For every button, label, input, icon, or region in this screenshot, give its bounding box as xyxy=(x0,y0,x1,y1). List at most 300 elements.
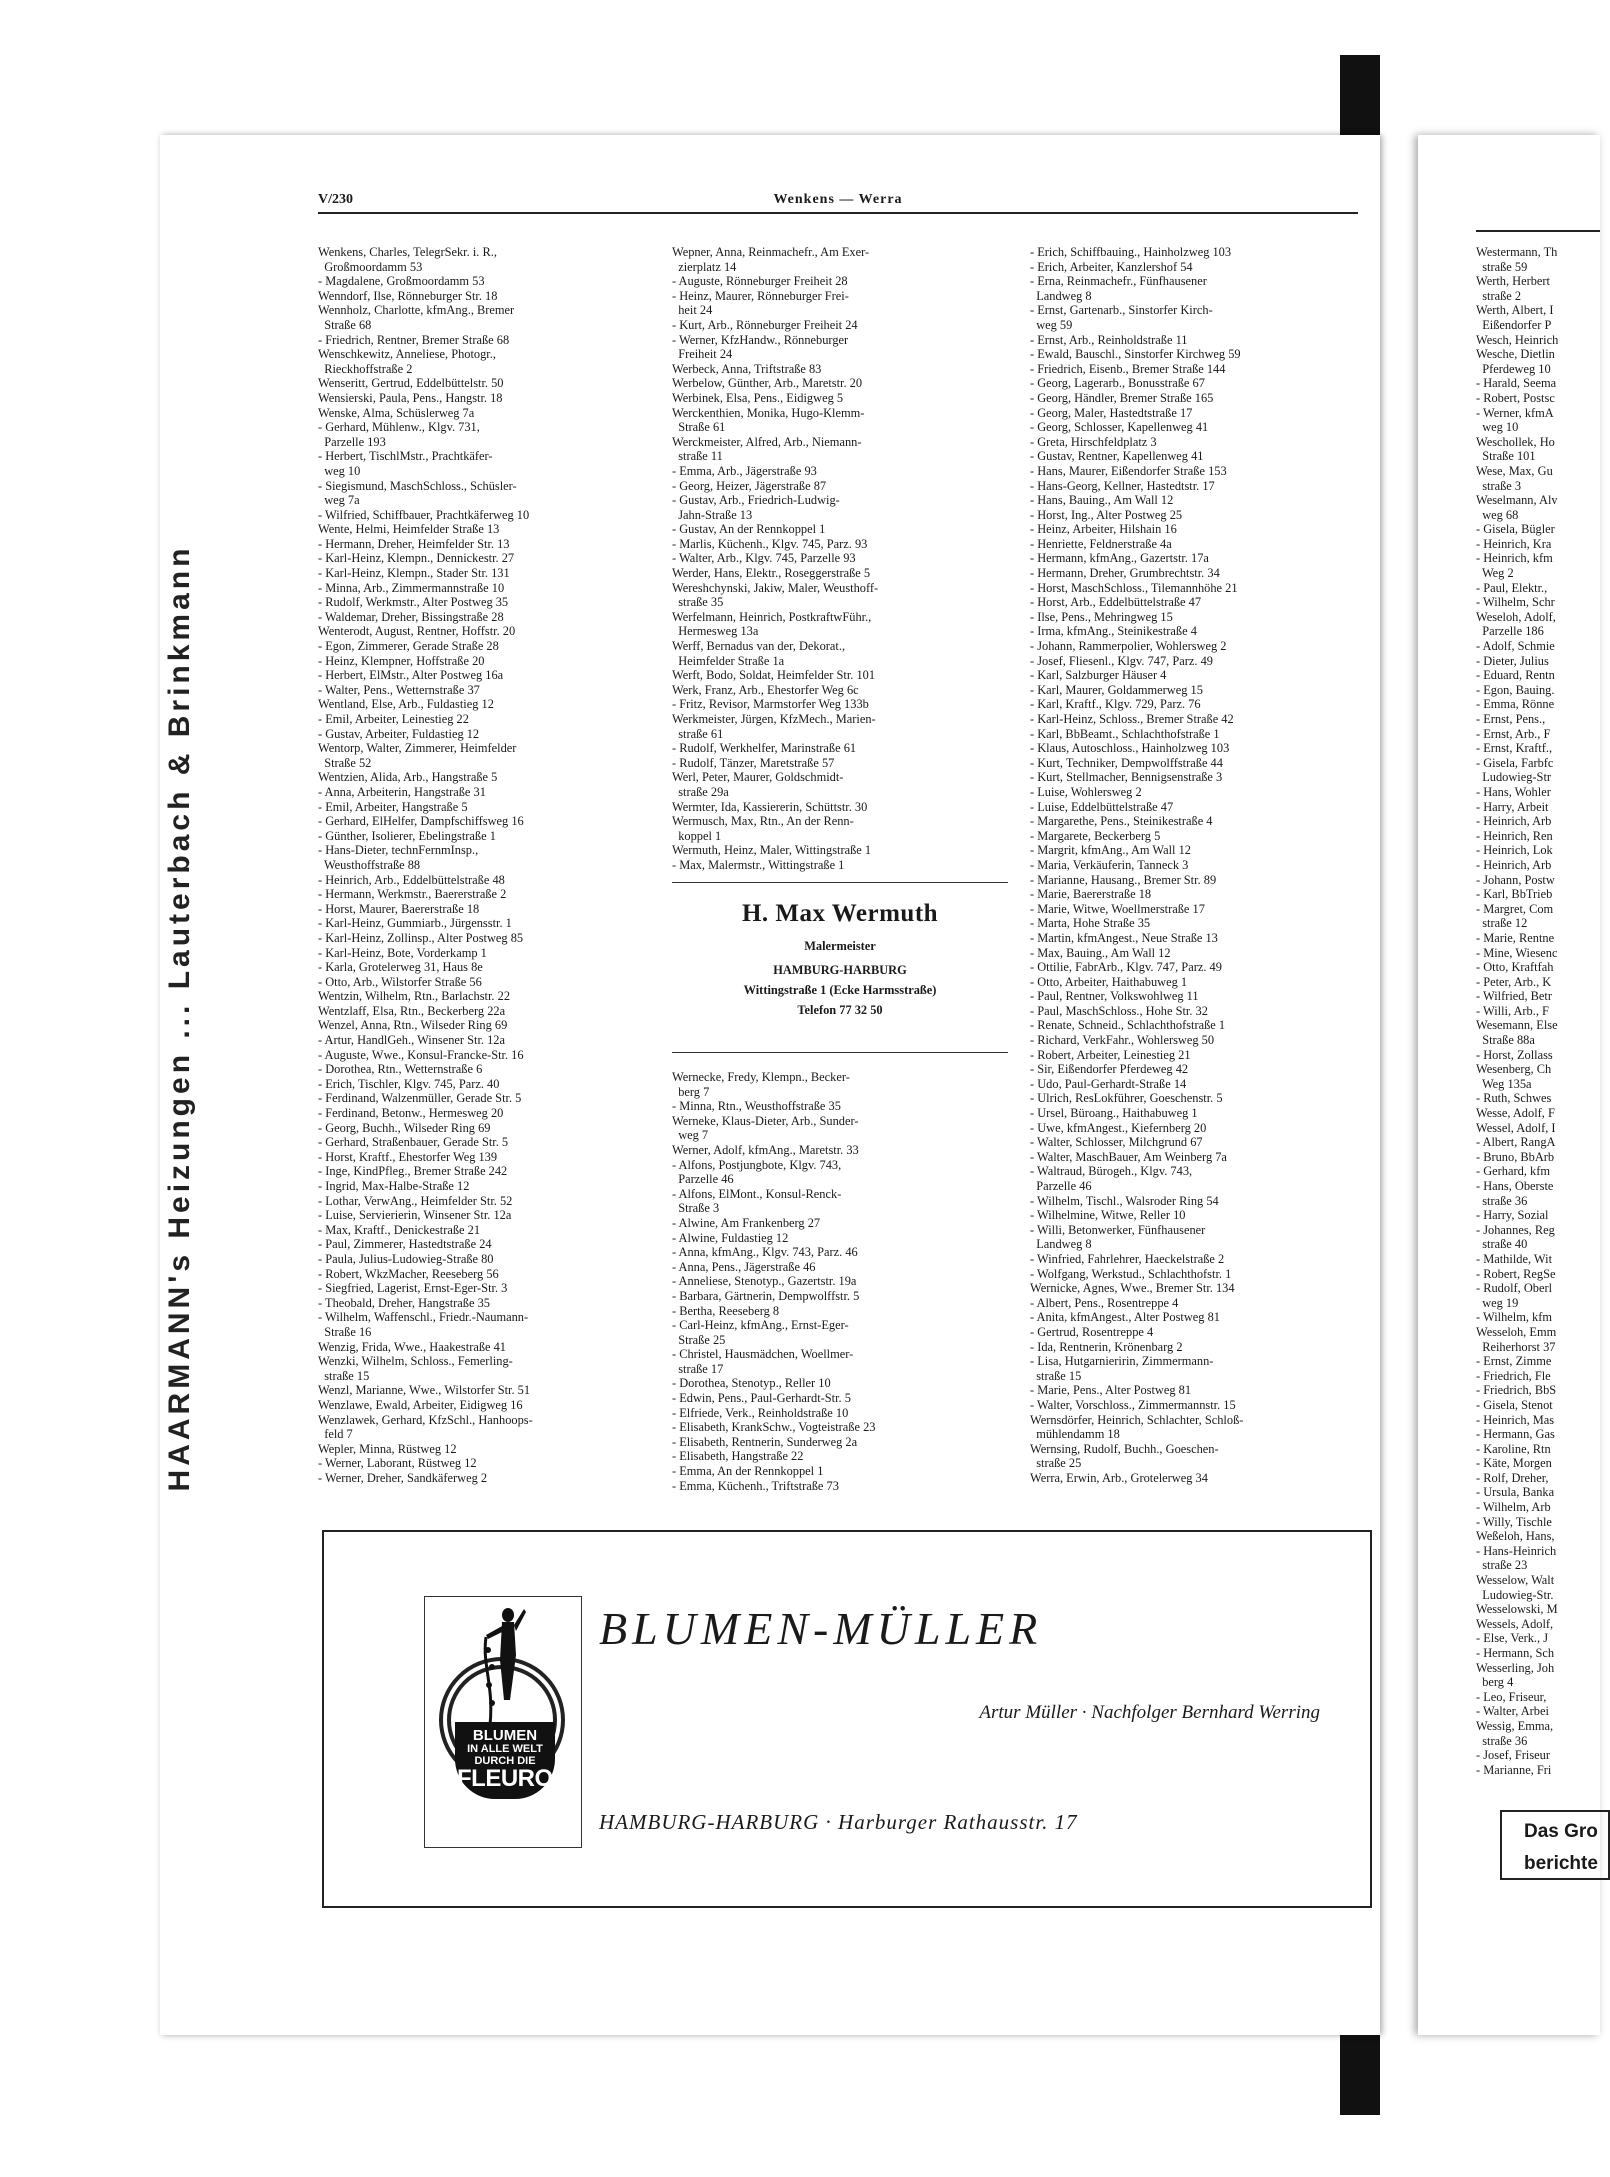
directory-entry-line: - Heinz, Klempner, Hoffstraße 20 xyxy=(318,653,485,668)
directory-entry-line: - Johann, Postw xyxy=(1476,872,1555,887)
directory-entry-line: - Friedrich, Eisenb., Bremer Straße 144 xyxy=(1030,361,1226,376)
directory-entry-line: - Heinrich, Ren xyxy=(1476,828,1553,843)
directory-entry-line: - Horst, Maurer, Baererstraße 18 xyxy=(318,901,480,916)
directory-entry-line: - Gerhard, Straßenbauer, Gerade Str. 5 xyxy=(318,1135,509,1150)
directory-entry-line: straße 40 xyxy=(1476,1237,1528,1252)
directory-entry-line: - Bruno, BbArb xyxy=(1476,1149,1555,1164)
directory-entry-line: Wentzien, Alida, Arb., Hangstraße 5 xyxy=(318,770,498,785)
directory-entry-line: Werra, Erwin, Arb., Grotelerweg 34 xyxy=(1030,1470,1208,1485)
directory-entry-line: Ludowieg-Str xyxy=(1476,770,1552,785)
directory-entry-line: - Dorothea, Rtn., Wetternstraße 6 xyxy=(318,1062,483,1077)
directory-entry-line: Wentorp, Walter, Zimmerer, Heimfelder xyxy=(318,741,517,756)
directory-entry-line: Werbeck, Anna, Triftstraße 83 xyxy=(672,361,822,376)
directory-entry-line: Wenzki, Wilhelm, Schloss., Femerling- xyxy=(318,1354,513,1369)
directory-entry-line: - Hans, Wohler xyxy=(1476,784,1551,799)
directory-entry-line: weg 19 xyxy=(1476,1295,1519,1310)
directory-entry-line: - Hans, Bauing., Am Wall 12 xyxy=(1030,493,1174,508)
directory-entry-line: Werth, Albert, I xyxy=(1476,303,1554,318)
directory-entry-line: - Margret, Com xyxy=(1476,901,1554,916)
directory-entry-line: Straße 61 xyxy=(672,420,726,435)
directory-entry-line: - Gustav, An der Rennkoppel 1 xyxy=(672,522,826,537)
directory-entry-line: Werl, Peter, Maurer, Goldschmidt- xyxy=(672,770,844,785)
wermuth-advertisement xyxy=(672,900,1008,1020)
directory-entry-line: - Robert, WkzMacher, Reeseberg 56 xyxy=(318,1266,499,1281)
directory-entry-line: - Horst, Arb., Eddelbüttelstraße 47 xyxy=(1030,595,1202,610)
directory-entry-line: Westermann, Th xyxy=(1476,245,1558,259)
directory-entry-line: koppel 1 xyxy=(672,828,722,843)
directory-entry-line: - Rudolf, Werkmstr., Alter Postweg 35 xyxy=(318,595,509,610)
directory-entry-line: - Dorothea, Stenotyp., Reller 10 xyxy=(672,1376,831,1391)
directory-entry-line: - Egon, Zimmerer, Gerade Straße 28 xyxy=(318,639,499,654)
directory-entry-line: Werkmeister, Jürgen, KfzMech., Marien- xyxy=(672,712,876,726)
directory-entry-line: - Inge, KindPfleg., Bremer Straße 242 xyxy=(318,1164,508,1179)
directory-entry-line: - Ernst, Arb., Reinholdstraße 11 xyxy=(1030,332,1188,347)
directory-entry-line: Parzelle 46 xyxy=(1030,1179,1092,1193)
directory-entry-line: - Friedrich, Rentner, Bremer Straße 68 xyxy=(318,332,510,347)
directory-entry-line: - Luise, Servierierin, Winsener Str. 12a xyxy=(318,1208,512,1223)
directory-entry-line: straße 35 xyxy=(672,595,724,610)
directory-entry-line: - Wilfried, Schiffbauer, Prachtkäferweg 10 xyxy=(318,507,530,522)
directory-entry-line: Eißendorfer P xyxy=(1476,317,1552,332)
directory-entry-line: - Albert, Pens., Rosentreppe 4 xyxy=(1030,1295,1179,1310)
directory-entry-line: - Alwine, Am Frankenberg 27 xyxy=(672,1215,821,1230)
directory-entry-line: - Marianne, Hausang., Bremer Str. 89 xyxy=(1030,872,1217,887)
spine-ad-text: HAARMANN's Heizungen ... Lauterbach & Brinkmann xyxy=(163,544,196,1492)
directory-entry-line: Wenzl, Marianne, Wwe., Wilstorfer Str. 51 xyxy=(318,1383,531,1398)
directory-entry-line: - Albert, RangA xyxy=(1476,1135,1556,1150)
directory-entry-line: Wereshchynski, Jakiw, Maler, Weusthoff- xyxy=(672,580,879,595)
directory-entry-line: - Heinrich, Arb xyxy=(1476,857,1552,872)
directory-entry-line: - Georg, Heizer, Jägerstraße 87 xyxy=(672,478,827,493)
directory-entry-line: weg 68 xyxy=(1476,507,1519,522)
directory-entry-line: - Ida, Rentnerin, Krönenbarg 2 xyxy=(1030,1339,1183,1354)
directory-entry-line: - Waldemar, Dreher, Bissingstraße 28 xyxy=(318,609,504,624)
directory-entry-line: - Irma, kfmAng., Steinikestraße 4 xyxy=(1030,624,1197,639)
directory-entry-line: - Siegismund, MaschSchloss., Schüsler- xyxy=(318,478,517,493)
directory-entry-line: - Gerhard, ElHelfer, Dampfschiffsweg 16 xyxy=(318,814,524,829)
directory-entry-line: - Magdalene, Großmoordamm 53 xyxy=(318,274,485,289)
page-title: Wenkens — Werra xyxy=(773,192,903,207)
blumen-subtitle: Artur Müller · Nachfolger Bernhard Werring xyxy=(979,1702,1320,1723)
directory-entry-line: Heimfelder Straße 1a xyxy=(672,653,785,668)
ad-city: HAMBURG-HARBURG xyxy=(773,963,907,977)
directory-entry-line: Straße 16 xyxy=(318,1324,372,1339)
directory-entry-line: weg 59 xyxy=(1030,317,1073,332)
directory-entry-line: - Walter, Pens., Wetternstraße 37 xyxy=(318,682,480,697)
directory-entry-line: - Minna, Arb., Zimmermannstraße 10 xyxy=(318,580,505,595)
directory-entry-line: - Minna, Rtn., Weusthoffstraße 35 xyxy=(672,1099,841,1114)
next-page-ad-box xyxy=(1500,1810,1610,1880)
directory-entry-line: weg 7a xyxy=(318,493,360,508)
directory-entry-line: - Elisabeth, Hangstraße 22 xyxy=(672,1449,804,1464)
directory-entry-line: - Gerhard, Mühlenw., Klgv. 731, xyxy=(318,420,480,435)
directory-entry-line: - Emma, Küchenh., Triftstraße 73 xyxy=(672,1478,839,1493)
ad-phone: Telefon 77 32 50 xyxy=(797,1003,883,1017)
directory-entry-line: - Siegfried, Lagerist, Ernst-Eger-Str. 3 xyxy=(318,1281,508,1296)
directory-entry-line: - Horst, MaschSchloss., Tilemannhöhe 21 xyxy=(1030,580,1238,595)
directory-entry-line: - Edwin, Pens., Paul-Gerhardt-Str. 5 xyxy=(672,1391,851,1406)
directory-entry-line: - Else, Verk., J xyxy=(1476,1631,1549,1646)
directory-entry-line: - Karl, BbBeamt., Schlachthofstraße 1 xyxy=(1030,726,1220,741)
directory-entry-line: Reiherhorst 37 xyxy=(1476,1339,1556,1354)
directory-entry-line: heit 24 xyxy=(672,303,713,318)
directory-entry-line: - Anna, Pens., Jägerstraße 46 xyxy=(672,1259,816,1274)
directory-entry-line: - Wolfgang, Werkstud., Schlachthofstr. 1 xyxy=(1030,1266,1232,1281)
directory-entry-line: Wernecke, Fredy, Klempn., Becker- xyxy=(672,1070,850,1084)
directory-entry-line: - Erich, Schiffbauing., Hainholzweg 103 xyxy=(1030,245,1232,259)
directory-entry-line: - Otto, Arb., Wilstorfer Straße 56 xyxy=(318,974,482,989)
directory-entry-line: berg 7 xyxy=(672,1084,710,1099)
directory-entry-line: - Werner, Laborant, Rüstweg 12 xyxy=(318,1456,477,1471)
directory-entry-line: Landweg 8 xyxy=(1030,288,1092,303)
directory-entry-line: - Paul, Elektr., xyxy=(1476,580,1548,595)
directory-entry-line: Ludowieg-Str. xyxy=(1476,1587,1554,1602)
directory-entry-line: Straße 3 xyxy=(672,1201,720,1216)
directory-entry-line: Parzelle 193 xyxy=(318,434,386,449)
directory-entry-line: - Hermann, kfmAng., Gazertstr. 17a xyxy=(1030,551,1209,566)
directory-entry-line: - Marta, Hohe Straße 35 xyxy=(1030,916,1151,931)
directory-entry-line: Werff, Bernadus van der, Dekorat., xyxy=(672,639,846,654)
directory-entry-line: Wesserling, Joh xyxy=(1476,1660,1555,1675)
directory-entry-line: - Max, Malermstr., Wittingstraße 1 xyxy=(672,857,845,872)
directory-entry-line: - Ruth, Schwes xyxy=(1476,1091,1552,1106)
next-page-rule xyxy=(1476,230,1600,232)
directory-entry-line: - Max, Kraftf., Denickestraße 21 xyxy=(318,1222,481,1237)
directory-entry-line: - Hermann, Werkmstr., Baererstraße 2 xyxy=(318,887,507,902)
directory-entry-line: - Horst, Kraftf., Ehestorfer Weg 139 xyxy=(318,1149,498,1164)
directory-entry-line: - Barbara, Gärtnerin, Dempwolffstr. 5 xyxy=(672,1288,860,1303)
directory-entry-line: feld 7 xyxy=(318,1427,353,1442)
directory-entry-line: - Karl-Heinz, Gummiarb., Jürgensstr. 1 xyxy=(318,916,512,931)
directory-entry-line: - Artur, HandlGeh., Winsener Str. 12a xyxy=(318,1033,506,1048)
directory-entry-line: zierplatz 14 xyxy=(672,259,737,274)
directory-entry-line: - Friedrich, BbS xyxy=(1476,1383,1557,1398)
directory-entry-line: - Paul, Zimmerer, Hastedtstraße 24 xyxy=(318,1237,492,1252)
directory-entry-line: - Hans, Oberste xyxy=(1476,1179,1554,1193)
ad-bottom-rule xyxy=(672,1052,1008,1053)
directory-entry-line: - Maria, Verkäuferin, Tanneck 3 xyxy=(1030,857,1189,872)
directory-entry-line: Wenkens, Charles, TelegrSekr. i. R., xyxy=(318,245,497,259)
directory-entry-line: - Walter, Arbei xyxy=(1476,1704,1549,1719)
directory-entry-line: Wesch, Heinrich xyxy=(1476,332,1559,347)
ad-company-name: H. Max Wermuth xyxy=(741,900,939,927)
directory-entry-line: Werbinek, Elsa, Pens., Eidigweg 5 xyxy=(672,390,844,405)
directory-entry-line: - Bertha, Reeseberg 8 xyxy=(672,1303,780,1318)
ad-trade: Malermeister xyxy=(804,939,876,953)
directory-entry-line: - Mine, Wiesenc xyxy=(1476,945,1558,960)
directory-entry-line: Wenzig, Frida, Wwe., Haakestraße 41 xyxy=(318,1339,507,1354)
directory-entry-line: Wenschkewitz, Anneliese, Photogr., xyxy=(318,347,496,362)
directory-entry-line: - Ferdinand, Betonw., Hermesweg 20 xyxy=(318,1106,504,1121)
directory-entry-line: - Friedrich, Fle xyxy=(1476,1368,1551,1383)
directory-entry-line: Wesse, Adolf, F xyxy=(1476,1106,1555,1121)
directory-entry-line: Wepner, Anna, Reinmachefr., Am Exer- xyxy=(672,245,870,259)
directory-entry-line: Weg 2 xyxy=(1476,566,1514,581)
directory-entry-line: - Willy, Tischle xyxy=(1476,1514,1552,1529)
directory-entry-line: Wenzlawe, Ewald, Arbeiter, Eidigweg 16 xyxy=(318,1397,523,1412)
directory-entry-line: - Gustav, Rentner, Kapellenweg 41 xyxy=(1030,449,1204,464)
directory-entry-line: - Georg, Lagerarb., Bonusstraße 67 xyxy=(1030,376,1205,391)
directory-entry-line: - Johannes, Reg xyxy=(1476,1222,1555,1237)
directory-entry-line: - Hermann, Dreher, Grumbrechtstr. 34 xyxy=(1030,566,1220,581)
directory-entry-line: - Wilhelm, Schr xyxy=(1476,595,1555,610)
directory-entry-line: Werth, Herbert xyxy=(1476,274,1550,289)
directory-entry-line: - Hermann, Dreher, Heimfelder Str. 13 xyxy=(318,536,510,551)
directory-entry-line: Weselmann, Alv xyxy=(1476,493,1558,508)
directory-entry-line: - Karl, Maurer, Goldammerweg 15 xyxy=(1030,682,1203,697)
spine-advertisement xyxy=(163,145,196,1885)
directory-entry-line: - Gisela, Farbfc xyxy=(1476,755,1554,770)
directory-entry-line: - Heinrich, Kra xyxy=(1476,536,1552,551)
directory-entry-line: - Wilhelm, Tischl., Walsroder Ring 54 xyxy=(1030,1193,1219,1208)
directory-entry-line: - Heinrich, Lok xyxy=(1476,843,1553,858)
directory-entry-line: Wenzlawek, Gerhard, KfzSchl., Hanhoops- xyxy=(318,1412,533,1427)
directory-entry-line: - Willi, Betonwerker, Fünfhausener xyxy=(1030,1222,1206,1237)
directory-entry-line: - Erich, Arbeiter, Kanzlershof 54 xyxy=(1030,259,1193,274)
directory-entry-line: - Rudolf, Werkhelfer, Marinstraße 61 xyxy=(672,741,857,756)
directory-entry-line: - Georg, Buchh., Wilseder Ring 69 xyxy=(318,1120,491,1135)
fleurop-line-1: BLUMEN xyxy=(472,1727,538,1744)
directory-column-1 xyxy=(318,245,656,1485)
directory-entry-line: - Karl-Heinz, Zollinsp., Alter Postweg 85 xyxy=(318,930,524,945)
directory-entry-line: - Christel, Hausmädchen, Woellmer- xyxy=(672,1347,854,1362)
directory-entry-line: - Renate, Schneid., Schlachthofstraße 1 xyxy=(1030,1018,1226,1033)
directory-entry-line: - Erich, Tischler, Klgv. 745, Parz. 40 xyxy=(318,1076,500,1091)
directory-entry-line: Wesemann, Else xyxy=(1476,1018,1558,1033)
directory-entry-line: - Lisa, Hutgarnieririn, Zimmermann- xyxy=(1030,1354,1214,1369)
directory-entry-line: Wentland, Else, Arb., Fuldastieg 12 xyxy=(318,697,494,712)
directory-entry-line: - Ilse, Pens., Mehringweg 15 xyxy=(1030,609,1173,624)
directory-entry-line: Wesselowski, M xyxy=(1476,1602,1558,1617)
directory-entry-line: - Mathilde, Wit xyxy=(1476,1251,1553,1266)
directory-entry-line: - Gustav, Arbeiter, Fuldastieg 12 xyxy=(318,726,480,741)
directory-entry-line: Wese, Max, Gu xyxy=(1476,463,1553,478)
directory-entry-line: Wesseloh, Emm xyxy=(1476,1324,1557,1339)
directory-entry-line: - Heinrich, Arb., Eddelbüttelstraße 48 xyxy=(318,872,505,887)
directory-entry-line: - Hans-Georg, Kellner, Hastedtstr. 17 xyxy=(1030,478,1215,493)
directory-entry-line: - Ottilie, FabrArb., Klgv. 747, Parz. 49 xyxy=(1030,960,1222,975)
directory-entry-line: - Anna, kfmAng., Klgv. 743, Parz. 46 xyxy=(672,1245,858,1260)
directory-entry-line: - Hans, Maurer, Eißendorfer Straße 153 xyxy=(1030,463,1227,478)
directory-entry-line: Wessig, Emma, xyxy=(1476,1718,1554,1733)
directory-entry-line: - Robert, Arbeiter, Leinestieg 21 xyxy=(1030,1047,1191,1062)
directory-entry-line: - Winfried, Fahrlehrer, Haeckelstraße 2 xyxy=(1030,1251,1225,1266)
directory-entry-line: - Gustav, Arb., Friedrich-Ludwig- xyxy=(672,493,840,508)
directory-entry-line: Parzelle 186 xyxy=(1476,624,1544,639)
directory-entry-line: - Auguste, Rönneburger Freiheit 28 xyxy=(672,274,848,289)
directory-entry-line: - Robert, RegSe xyxy=(1476,1266,1556,1281)
directory-entry-line: Weg 135a xyxy=(1476,1076,1532,1091)
directory-entry-line: - Elisabeth, Rentnerin, Sunderweg 2a xyxy=(672,1434,858,1449)
fleurop-line-4: FLEUROP xyxy=(457,1765,569,1792)
next-page-ad-line-2: berichte xyxy=(1524,1853,1598,1874)
directory-entry-line: straße 15 xyxy=(318,1368,370,1383)
directory-entry-line: Weßeloh, Hans, xyxy=(1476,1529,1555,1544)
directory-entry-line: - Karl-Heinz, Bote, Vorderkamp 1 xyxy=(318,945,487,960)
directory-entry-line: - Martin, kfmAngest., Neue Straße 13 xyxy=(1030,930,1218,945)
directory-entry-line: Wermuth, Heinz, Maler, Wittingstraße 1 xyxy=(672,843,872,858)
directory-entry-line: Werft, Bodo, Soldat, Heimfelder Str. 101 xyxy=(672,668,876,683)
directory-entry-line: - Wilhelmine, Witwe, Reller 10 xyxy=(1030,1208,1186,1223)
directory-entry-line: - Anneliese, Stenotyp., Gazertstr. 19a xyxy=(672,1274,857,1289)
directory-entry-line: - Eduard, Rentn xyxy=(1476,668,1555,683)
directory-entry-line: - Hermann, Sch xyxy=(1476,1646,1555,1660)
directory-entry-line: - Erna, Reinmachefr., Fünfhausener xyxy=(1030,274,1207,289)
directory-entry-line: - Adolf, Schmie xyxy=(1476,639,1555,654)
page-header xyxy=(318,192,1358,212)
header-rule xyxy=(318,212,1358,214)
directory-entry-line: - Paul, MaschSchloss., Hohe Str. 32 xyxy=(1030,1003,1208,1018)
directory-entry-line: - Emil, Arbeiter, Leinestieg 22 xyxy=(318,712,469,726)
directory-entry-line: - Auguste, Wwe., Konsul-Francke-Str. 16 xyxy=(318,1047,524,1062)
directory-entry-line: - Marie, Rentne xyxy=(1476,930,1555,945)
directory-entry-line: straße 29a xyxy=(672,784,729,799)
directory-entry-line: - Rudolf, Oberl xyxy=(1476,1281,1553,1296)
directory-entry-line: - Walter, Vorschloss., Zimmermannstr. 15 xyxy=(1030,1397,1236,1412)
directory-entry-line: Wernsing, Rudolf, Buchh., Goeschen- xyxy=(1030,1441,1219,1456)
directory-entry-line: - Ernst, Arb., F xyxy=(1476,726,1551,741)
directory-entry-line: Wernicke, Agnes, Wwe., Bremer Str. 134 xyxy=(1030,1281,1235,1296)
directory-entry-line: straße 36 xyxy=(1476,1193,1528,1208)
directory-entry-line: - Ernst, Pens., xyxy=(1476,712,1546,726)
directory-entry-line: Wenseritt, Gertrud, Eddelbüttelstr. 50 xyxy=(318,376,504,391)
directory-entry-line: weg 7 xyxy=(672,1128,709,1143)
directory-entry-line: Rieckhoffstraße 2 xyxy=(318,361,413,376)
directory-entry-line: - Hans-Dieter, technFernmInsp., xyxy=(318,843,479,858)
directory-entry-line: - Karl, BbTrieb xyxy=(1476,887,1553,902)
directory-entry-line: straße 2 xyxy=(1476,288,1522,303)
directory-entry-line: Straße 25 xyxy=(672,1332,726,1347)
directory-entry-line: Wennholz, Charlotte, kfmAng., Bremer xyxy=(318,303,515,318)
directory-entry-line: Wessel, Adolf, I xyxy=(1476,1120,1556,1135)
directory-entry-line: Wesche, Dietlin xyxy=(1476,347,1555,362)
directory-entry-line: mühlendamm 18 xyxy=(1030,1427,1120,1442)
directory-entry-line: - Luise, Wohlersweg 2 xyxy=(1030,784,1142,799)
directory-entry-line: straße 15 xyxy=(1030,1368,1082,1383)
directory-entry-line: - Lothar, VerwAng., Heimfelder Str. 52 xyxy=(318,1193,513,1208)
directory-entry-line: - Ursula, Banka xyxy=(1476,1485,1555,1500)
directory-entry-line: straße 59 xyxy=(1476,259,1528,274)
directory-entry-line: Straße 88a xyxy=(1476,1033,1535,1048)
directory-entry-line: straße 36 xyxy=(1476,1733,1528,1748)
directory-entry-line: Straße 52 xyxy=(318,755,372,770)
directory-entry-line: - Heinz, Arbeiter, Hilshain 16 xyxy=(1030,522,1177,537)
directory-entry-line: - Henriette, Feldnerstraße 4a xyxy=(1030,536,1172,551)
directory-entry-line: straße 12 xyxy=(1476,916,1528,931)
directory-entry-line: - Ingrid, Max-Halbe-Straße 12 xyxy=(318,1179,470,1193)
directory-entry-line: Weseloh, Adolf, xyxy=(1476,609,1556,624)
directory-entry-line: - Paula, Julius-Ludowieg-Straße 80 xyxy=(318,1251,494,1266)
directory-entry-line: - Herbert, TischlMstr., Prachtkäfer- xyxy=(318,449,493,464)
directory-entry-line: Wesselow, Walt xyxy=(1476,1573,1555,1588)
directory-entry-line: - Klaus, Autoschloss., Hainholzweg 103 xyxy=(1030,741,1230,756)
directory-entry-line: Werckmeister, Alfred, Arb., Niemann- xyxy=(672,434,862,449)
fleurop-label xyxy=(455,1722,569,1799)
directory-entry-line: - Emma, Arb., Jägerstraße 93 xyxy=(672,463,817,478)
directory-entry-line: - Marlis, Küchenh., Klgv. 745, Parz. 93 xyxy=(672,536,868,551)
directory-entry-line: - Käte, Morgen xyxy=(1476,1456,1552,1471)
directory-entry-line: - Theobald, Dreher, Hangstraße 35 xyxy=(318,1295,490,1310)
directory-entry-line: Wenndorf, Ilse, Rönneburger Str. 18 xyxy=(318,288,498,303)
directory-entry-line: Wermter, Ida, Kassiererin, Schüttstr. 30 xyxy=(672,799,868,814)
directory-entry-line: - Ferdinand, Walzenmüller, Gerade Str. 5 xyxy=(318,1091,522,1106)
directory-entry-line: - Josef, Fliesenl., Klgv. 747, Parz. 49 xyxy=(1030,653,1213,668)
directory-entry-line: Jahn-Straße 13 xyxy=(672,507,753,522)
directory-entry-line: Werk, Franz, Arb., Ehestorfer Weg 6c xyxy=(672,682,859,697)
directory-entry-line: - Robert, Postsc xyxy=(1476,390,1555,405)
directory-entry-line: - Karl-Heinz, Klempn., Stader Str. 131 xyxy=(318,566,510,581)
directory-entry-line: - Gerhard, kfm xyxy=(1476,1164,1550,1179)
directory-entry-line: - Richard, VerkFahr., Wohlersweg 50 xyxy=(1030,1033,1215,1048)
directory-entry-line: - Walter, MaschBauer, Am Weinberg 7a xyxy=(1030,1149,1227,1164)
directory-entry-line: - Karl, Kraftf., Klgv. 729, Parz. 76 xyxy=(1030,697,1201,712)
directory-entry-line: - Gisela, Bügler xyxy=(1476,522,1555,537)
directory-entry-line: - Paul, Rentner, Volkswohlweg 11 xyxy=(1030,989,1199,1004)
directory-entry-line: - Alfons, Postjungbote, Klgv. 743, xyxy=(672,1157,842,1172)
directory-entry-line: Wenske, Alma, Schüslerweg 7a xyxy=(318,405,475,420)
directory-entry-line: weg 10 xyxy=(1476,420,1519,435)
directory-entry-line: Straße 101 xyxy=(1476,449,1536,464)
directory-entry-line: - Harry, Arbeit xyxy=(1476,799,1549,814)
directory-entry-line: Werckenthien, Monika, Hugo-Klemm- xyxy=(672,405,865,420)
directory-entry-line: - Gertrud, Rosentreppe 4 xyxy=(1030,1324,1154,1339)
directory-entry-line: - Otto, Kraftfah xyxy=(1476,960,1554,975)
directory-entry-line: - Gisela, Stenot xyxy=(1476,1397,1553,1412)
directory-entry-line: Wentzlaff, Elsa, Rtn., Beckerberg 22a xyxy=(318,1003,506,1018)
directory-entry-line: Straße 68 xyxy=(318,317,372,332)
directory-entry-line: - Elisabeth, KrankSchw., Vogteistraße 23 xyxy=(672,1420,876,1435)
directory-entry-line: - Margarethe, Pens., Steinikestraße 4 xyxy=(1030,814,1213,829)
directory-entry-line: - Georg, Maler, Hastedtstraße 17 xyxy=(1030,405,1193,420)
directory-entry-line: - Georg, Schlosser, Kapellenweg 41 xyxy=(1030,420,1209,435)
directory-entry-line: weg 10 xyxy=(318,463,361,478)
directory-entry-line: Werneke, Klaus-Dieter, Arb., Sunder- xyxy=(672,1113,859,1128)
directory-entry-line: - Karoline, Rtn xyxy=(1476,1441,1551,1456)
directory-entry-line: - Walter, Schlosser, Milchgrund 67 xyxy=(1030,1135,1203,1150)
directory-entry-line: - Ewald, Bauschl., Sinstorfer Kirchweg 59 xyxy=(1030,347,1241,362)
directory-entry-line: - Heinrich, Mas xyxy=(1476,1412,1555,1427)
directory-entry-line: - Wilhelm, kfm xyxy=(1476,1310,1553,1325)
directory-entry-line: - Luise, Eddelbüttelstraße 47 xyxy=(1030,799,1174,814)
directory-entry-line: Werbelow, Günther, Arb., Maretstr. 20 xyxy=(672,376,863,391)
directory-entry-line: - Karl-Heinz, Schloss., Bremer Straße 42 xyxy=(1030,712,1234,726)
next-page-ad-line-1: Das Gro xyxy=(1524,1821,1598,1842)
directory-entry-line: Werfelmann, Heinrich, PostkraftwFühr., xyxy=(672,609,872,624)
ad-address: Wittingstraße 1 (Ecke Harmsstraße) xyxy=(743,983,937,997)
directory-entry-line: - Alwine, Fuldastieg 12 xyxy=(672,1230,789,1245)
directory-entry-line: Pferdeweg 10 xyxy=(1476,361,1551,376)
directory-entry-line: Wenterodt, August, Rentner, Hoffstr. 20 xyxy=(318,624,516,639)
directory-entry-line: - Ernst, Zimme xyxy=(1476,1354,1552,1369)
directory-entry-line: - Georg, Händler, Bremer Straße 165 xyxy=(1030,390,1214,405)
directory-entry-line: straße 23 xyxy=(1476,1558,1528,1573)
fleurop-line-2: IN ALLE WELT xyxy=(467,1743,543,1755)
directory-entry-line: - Horst, Ing., Alter Postweg 25 xyxy=(1030,507,1183,522)
directory-entry-line: - Karl-Heinz, Klempn., Dennickestr. 27 xyxy=(318,551,515,566)
directory-entry-line: - Walter, Arb., Klgv. 745, Parzelle 93 xyxy=(672,551,856,566)
directory-entry-line: - Marie, Baererstraße 18 xyxy=(1030,887,1152,902)
directory-entry-line: - Margarete, Beckerberg 5 xyxy=(1030,828,1161,843)
next-page-column xyxy=(1476,245,1602,1777)
directory-entry-line: - Wilhelm, Waffenschl., Friedr.-Naumann- xyxy=(318,1310,529,1325)
directory-entry-line: - Marie, Witwe, Woellmerstraße 17 xyxy=(1030,901,1205,916)
directory-entry-line: Wente, Helmi, Heimfelder Straße 13 xyxy=(318,522,500,537)
directory-entry-line: - Emil, Arbeiter, Hangstraße 5 xyxy=(318,799,468,814)
directory-entry-line: Werder, Hans, Elektr., Roseggerstraße 5 xyxy=(672,566,871,581)
directory-entry-line: - Harry, Sozial xyxy=(1476,1208,1549,1223)
directory-entry-line: Wepler, Minna, Rüstweg 12 xyxy=(318,1441,457,1456)
directory-entry-line: - Max, Bauing., Am Wall 12 xyxy=(1030,945,1171,960)
